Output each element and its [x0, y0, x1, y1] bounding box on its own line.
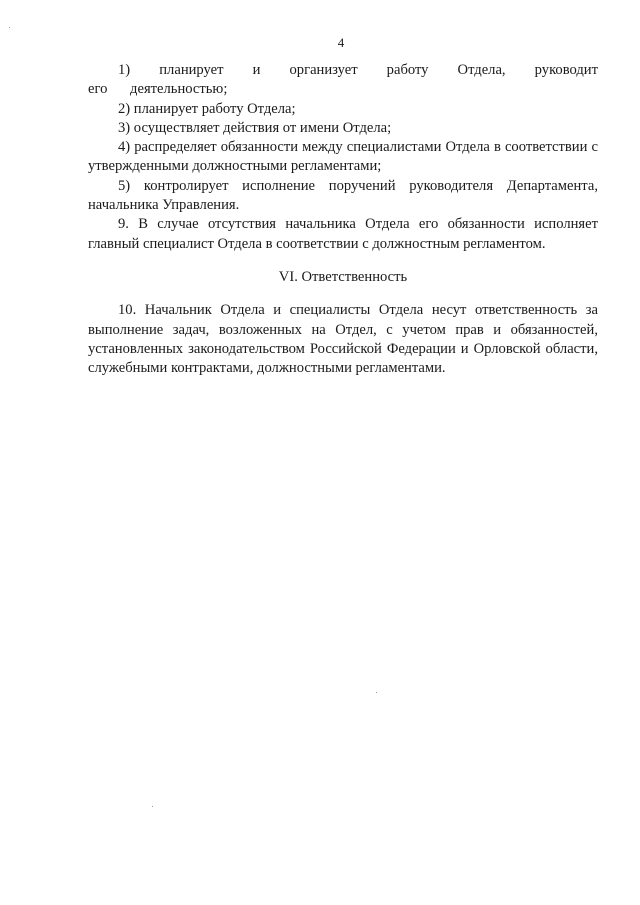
- paragraph-clause-10: 10. Начальник Отдела и специалисты Отдела несут ответственность за выполнение задач, возложенных на Отдел, с учетом прав и обязанностей, установленных законодательством Российской Федерации и Орловской области, служебными контрактами, должностными регламентами.: [88, 302, 598, 377]
- scan-speck: [152, 806, 153, 807]
- paragraph-duty-5: 5) контролирует исполнение поручений руководителя Департамента, начальника Управления.: [88, 177, 598, 214]
- scan-speck: [376, 692, 377, 693]
- section-heading: VI. Ответственность: [278, 268, 408, 285]
- paragraph-duty-3: 3) осуществляет действия от имени Отдела;: [118, 119, 392, 136]
- paragraph-duty-4: 4) распределяет обязанности между специалистами Отдела в соответствии с утвержденными должностными регламентами;: [88, 139, 598, 175]
- paragraph-clause-9: 9. В случае отсутствия начальника Отдела его обязанности исполняет главный специалист Отдела в соответствии с должностным регламентом.: [88, 216, 598, 252]
- document-body: [88, 61, 598, 378]
- scan-speck: [9, 27, 10, 28]
- page-number: 4: [337, 35, 345, 50]
- paragraph-duty-1: 1) планирует и организует работу Отдела, руководит его деятельностью;: [88, 62, 598, 98]
- paragraph-duty-2: 2) планирует работу Отдела;: [118, 100, 296, 117]
